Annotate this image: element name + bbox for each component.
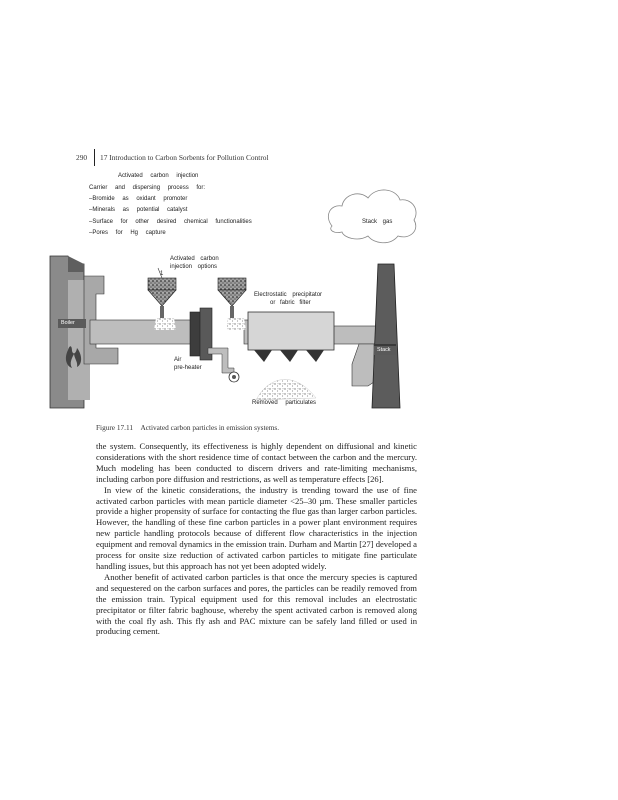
label-activated-carbon-injection: Activated carbon injection (118, 173, 199, 179)
caption-text: Activated carbon particles in emission systems. (140, 423, 280, 432)
paragraph: the system. Consequently, its effectiveness is highly dependent on diffusional and kinetic considerations with the short residence time of contact between the carbon and the mercury. Much modeling has been conducted to discern drivers and rate-limiting mechanisms, including carbon pore diffusion and restrictions, as well as temperature effects [26]. (96, 441, 417, 484)
label-esp-2: or fabric filter (270, 300, 311, 306)
paragraph: In view of the kinetic considerations, the industry is trending toward the use of fine activated carbon particles with mean particle diameter <25–30 µm. These smaller particles provide a higher propensity of surface for contacting the flue gas than larger carbon particles. However, the handling of these fine carbon particles in a power plant environment requires new particle handling protocols because of different flow characteristics in the injection equipment and removal dynamics in the emission train. Durham and Martin [27] developed a process for onsite size reduction of activated carbon particles to mitigate fine particulate handling issues, but this approach has not yet been adopted widely. (96, 484, 417, 571)
label-preheater: pre-heater (174, 365, 202, 371)
carrier-list (89, 183, 252, 239)
esp-unit (248, 312, 334, 350)
label-boiler: Boiler (61, 320, 75, 326)
particulate-pile (256, 379, 316, 400)
stack-gas-cloud (328, 190, 416, 243)
label-injection-options-2: injection options (170, 264, 218, 270)
injection-hopper-2 (218, 278, 246, 330)
running-title: 17 Introduction to Carbon Sorbents for Pollution Control (100, 153, 269, 162)
main-duct (90, 320, 202, 344)
figure-caption (96, 423, 279, 432)
carrier-line: –Pores for Hg capture (89, 229, 166, 236)
label-stack-gas: Stack gas (362, 219, 393, 225)
page-number: 290 (76, 153, 88, 162)
body-text (96, 441, 417, 637)
carrier-line: –Surface for other desired chemical functionalities (89, 218, 252, 225)
carrier-line: Carrier and dispersing process for: (89, 185, 206, 191)
carrier-line: –Bromide as oxidant promoter (89, 196, 188, 203)
marker-number: 1 (160, 271, 164, 277)
label-removed-particulates: Removed particulates (252, 400, 317, 406)
label-air: Air (174, 357, 182, 363)
stack (372, 264, 400, 408)
label-stack: Stack (377, 347, 391, 353)
paragraph: Another benefit of activated carbon particles is that once the mercury species is captured and sequestered on the carbon surfaces and pores, the particles can be readily removed from the emission train. Typical equipment used for this removal includes an electrostatic precipitator or filter fabric baghouse, whereby the spent activated carbon is removed along with the coal fly ash. This fly ash and PAC mixture can be safely land filled or used in producing cement. (96, 571, 417, 637)
figure-activated-carbon-emission (44, 168, 424, 413)
carrier-line: –Minerals as potential catalyst (89, 207, 188, 214)
figure-number: Figure 17.11 (96, 423, 134, 432)
label-injection-options-1: Activated carbon (170, 256, 219, 262)
header-rule (94, 149, 95, 166)
label-esp-1: Electrostatic precipitator (254, 292, 323, 298)
